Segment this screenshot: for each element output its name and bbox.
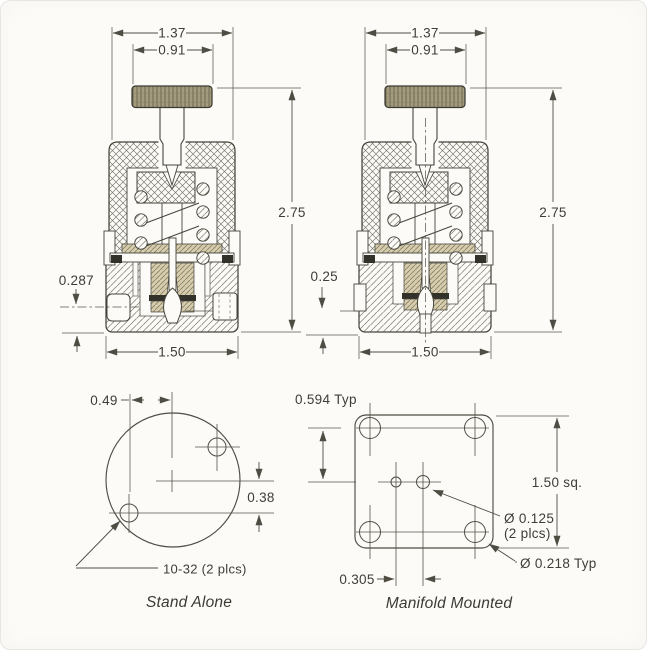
mm-knob-width-label: 0.91 xyxy=(411,42,439,58)
stand-alone-body-outline xyxy=(106,413,240,547)
manifold-cross-section xyxy=(306,26,567,360)
manifold-bottom-view xyxy=(295,392,597,612)
mm-mount-hole-diameter-label: Ø 0.218 Typ xyxy=(520,556,597,571)
sa-mount-hole-top-right xyxy=(195,424,240,471)
mm-outer-width-label: 1.37 xyxy=(411,25,439,41)
mm-port-diameter-qty-label: (2 plcs) xyxy=(504,526,551,541)
mm-overall-height-label: 2.75 xyxy=(539,205,567,220)
sa-thread-callout xyxy=(76,521,247,577)
sa-knob-width-label: 0.91 xyxy=(158,42,186,58)
mm-shoulder-height-label: 0.25 xyxy=(310,269,338,284)
sa-dim-port-height xyxy=(59,273,104,352)
mm-port-spacing-label: 0.305 xyxy=(339,572,375,587)
stand-alone-bottom-view xyxy=(76,392,275,611)
mm-hole-row-offset-label: 0.594 Typ xyxy=(295,392,357,407)
mm-dim-hole-row-offset xyxy=(295,392,357,479)
sa-hole-offset-x-label: 0.49 xyxy=(90,393,118,408)
mm-base-width-label: 1.50 xyxy=(411,344,439,360)
stand-alone-cross-section xyxy=(59,26,306,360)
manifold-view-label: Manifold Mounted xyxy=(385,595,513,612)
mm-dim-base-width xyxy=(359,336,491,360)
mm-dim-shoulder-height xyxy=(306,269,362,354)
sa-overall-height-label: 2.75 xyxy=(278,205,306,220)
mm-body-square-label: 1.50 sq. xyxy=(531,475,583,490)
sa-dim-knob-width xyxy=(133,43,213,85)
sa-hole-offset-y-label: 0.38 xyxy=(247,490,275,505)
stand-alone-view-label: Stand Alone xyxy=(145,594,233,611)
sa-thread-callout-label: 10-32 (2 plcs) xyxy=(163,561,247,577)
sa-dim-base-width xyxy=(106,336,238,360)
sa-port-height-label: 0.287 xyxy=(58,273,94,288)
manifold-body-outline xyxy=(355,415,493,548)
sa-dim-hole-offset-y xyxy=(247,462,274,532)
sa-base-width-label: 1.50 xyxy=(158,344,186,360)
sa-outer-width-label: 1.37 xyxy=(158,25,186,41)
mm-port-diameter-label: Ø 0.125 xyxy=(504,511,555,526)
mm-dim-port-spacing xyxy=(339,572,441,587)
mm-dim-knob-width xyxy=(386,43,466,85)
